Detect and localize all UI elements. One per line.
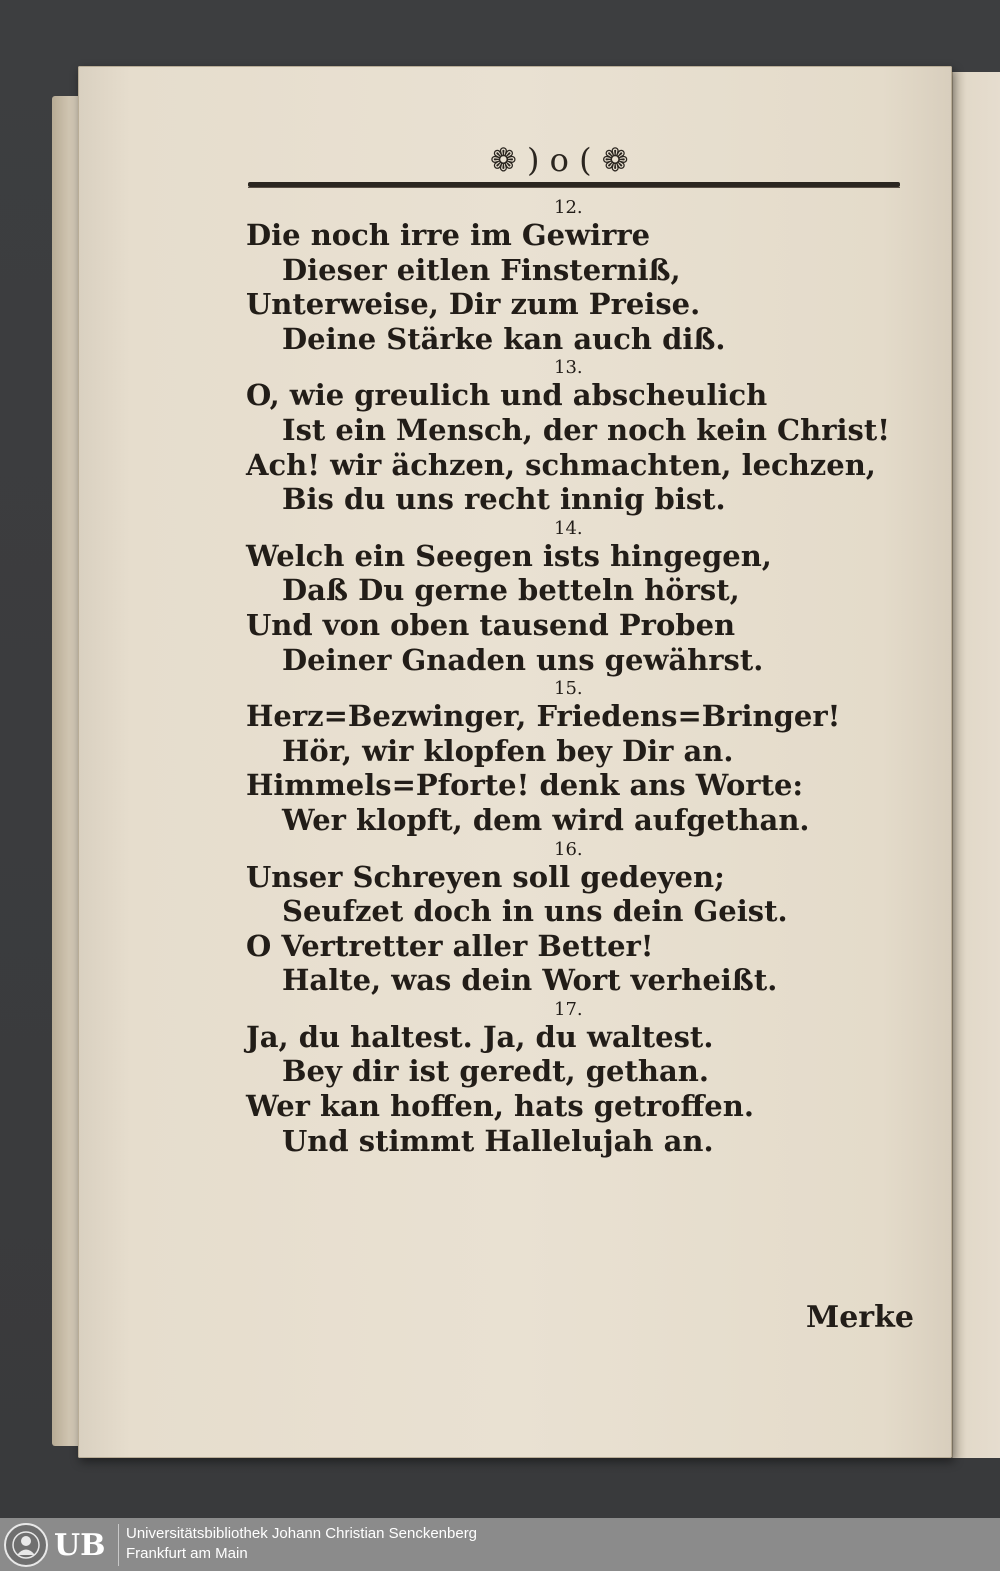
verse-line: Daß Du gerne betteln hörst, bbox=[282, 573, 740, 608]
verse-line: Unser Schreyen soll gedeyen; bbox=[246, 859, 725, 894]
stanza-12 bbox=[246, 196, 886, 356]
verse-line: Halte, was dein Wort verheißt. bbox=[282, 963, 778, 998]
verse-line: Ist ein Mensch, der noch kein Christ! bbox=[282, 412, 890, 447]
verse-line: Unterweise, Dir zum Preise. bbox=[246, 287, 701, 322]
verse-line: O Vertretter aller Better! bbox=[246, 928, 654, 963]
stanza-number: 15. bbox=[554, 678, 583, 700]
stanza-number: 14. bbox=[554, 517, 583, 539]
verse-line: Herz=Bezwinger, Friedens=Bringer! bbox=[246, 699, 841, 734]
verse-line: Ja, du haltest. Ja, du waltest. bbox=[246, 1019, 714, 1054]
portrait-seal-icon bbox=[4, 1523, 48, 1567]
verse-line: Wer klopft, dem wird aufgethan. bbox=[282, 802, 810, 837]
verse-line: Deine Stärke kan auch diß. bbox=[282, 321, 726, 356]
footer-divider bbox=[118, 1524, 119, 1566]
hymn-text bbox=[246, 196, 890, 1158]
verse-line: Seufzet doch in uns dein Geist. bbox=[282, 894, 788, 929]
verse-line: Ach! wir ächzen, schmachten, lechzen, bbox=[246, 447, 876, 482]
library-footer bbox=[0, 1518, 1000, 1571]
facing-page-edge bbox=[952, 72, 1000, 1458]
catchword: Merke bbox=[806, 1300, 914, 1335]
institution-line-2: Frankfurt am Main bbox=[126, 1545, 248, 1562]
stanza-17 bbox=[246, 998, 886, 1158]
verse-line: Und stimmt Hallelujah an. bbox=[282, 1123, 714, 1158]
verse-line: Bey dir ist geredt, gethan. bbox=[282, 1054, 709, 1089]
logo-text: UB bbox=[54, 1527, 106, 1563]
stanza-number: 13. bbox=[554, 357, 583, 379]
verse-line: Wer kan hoffen, hats getroffen. bbox=[246, 1089, 754, 1124]
verse-line: Und von oben tausend Proben bbox=[246, 607, 736, 642]
ornament-text: ❁ ) o ( ❁ bbox=[490, 141, 629, 179]
stanza-16 bbox=[246, 838, 886, 998]
verse-line: O, wie greulich und abscheulich bbox=[246, 378, 768, 413]
library-logo[interactable] bbox=[4, 1522, 116, 1568]
stanza-number: 16. bbox=[554, 838, 583, 860]
header-ornament bbox=[490, 140, 670, 180]
stanza-13 bbox=[246, 356, 890, 517]
institution-line-1: Universitätsbibliothek Johann Christian Senckenberg bbox=[126, 1525, 478, 1542]
page-stack-edge bbox=[52, 96, 80, 1446]
stanza-15 bbox=[246, 677, 886, 837]
verse-line: Deiner Gnaden uns gewährst. bbox=[282, 642, 764, 677]
verse-line: Hör, wir klopfen bey Dir an. bbox=[282, 733, 734, 768]
header-rule bbox=[248, 182, 900, 187]
institution-name bbox=[126, 1524, 477, 1564]
stanza-number: 12. bbox=[554, 197, 583, 218]
verse-line: Bis du uns recht innig bist. bbox=[282, 482, 726, 517]
verse-line: Die noch irre im Gewirre bbox=[246, 218, 651, 252]
verse-line: Welch ein Seegen ists hingegen, bbox=[246, 538, 772, 573]
verse-line: Dieser eitlen Finsterniß, bbox=[282, 252, 681, 287]
stanza-14 bbox=[246, 517, 886, 677]
verse-line: Himmels=Pforte! denk ans Worte: bbox=[246, 768, 804, 803]
stanza-number: 17. bbox=[554, 998, 583, 1020]
